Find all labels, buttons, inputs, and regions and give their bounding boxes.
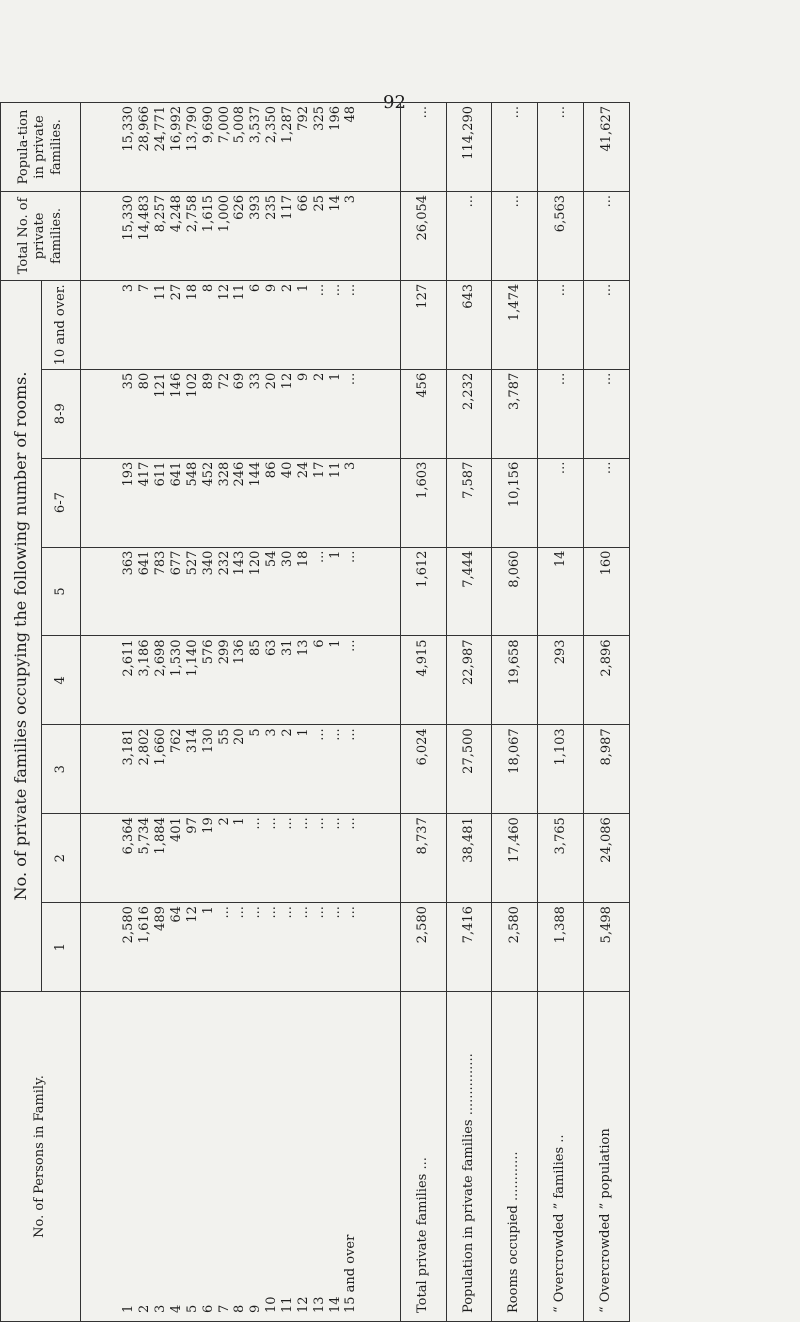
family-size-block xyxy=(81,103,401,1322)
summary-value: 2,896 xyxy=(584,636,630,725)
family-size-list: 1 2 3 4 5 6 7 8 9 10 11 12 13 14 15 and over xyxy=(81,992,401,1322)
summary-value: 41,627 xyxy=(584,103,630,192)
summary-value: 2,580 xyxy=(400,903,446,992)
rooms-2-header: 2 xyxy=(42,814,81,903)
summary-value: ... xyxy=(446,191,492,280)
summary-value: 6,024 xyxy=(400,725,446,814)
summary-value: 127 xyxy=(400,280,446,369)
summary-value: ... xyxy=(492,103,538,192)
summary-value: ... xyxy=(400,103,446,192)
rooms-1-values: 2,580 1,616 489 64 12 1 ... ... ... ... ... ... ... ... ... xyxy=(81,903,401,992)
summary-value: 1,103 xyxy=(538,725,584,814)
summary-value: 17,460 xyxy=(492,814,538,903)
group-header: No. of private families occupying the following number of rooms. xyxy=(1,280,42,991)
rooms-6-7-header: 6-7 xyxy=(42,458,81,547)
summary-label: “ Overcrowded ” families .. xyxy=(538,992,584,1322)
summary-value: 7,444 xyxy=(446,547,492,636)
summary-value: 643 xyxy=(446,280,492,369)
summary-value: 7,587 xyxy=(446,458,492,547)
summary-value: 7,416 xyxy=(446,903,492,992)
rooms-4-values: 2,611 3,186 2,698 1,530 1,140 576 299 136 85 63 31 13 6 1 ... xyxy=(81,636,401,725)
summary-row xyxy=(400,103,446,1322)
summary-value: ... xyxy=(538,458,584,547)
summary-value: ... xyxy=(492,191,538,280)
summary-value: 4,915 xyxy=(400,636,446,725)
rotated-table xyxy=(0,102,630,1322)
summary-value: 10,156 xyxy=(492,458,538,547)
summary-row xyxy=(492,103,538,1322)
summary-value: 1,474 xyxy=(492,280,538,369)
total-families-values: 15,330 14,483 8,257 4,248 2,758 1,615 1,000 626 393 235 117 66 25 14 3 xyxy=(81,191,401,280)
summary-rows xyxy=(400,103,629,1322)
summary-value: 26,054 xyxy=(400,191,446,280)
rooms-10-over-values: 3 7 11 27 18 8 12 11 6 9 2 1 ... ... ... xyxy=(81,280,401,369)
rooms-1-header: 1 xyxy=(42,903,81,992)
summary-value: 8,737 xyxy=(400,814,446,903)
summary-value: ... xyxy=(538,103,584,192)
summary-value: 2,580 xyxy=(492,903,538,992)
summary-label: Rooms occupied ............ xyxy=(492,992,538,1322)
summary-value: 24,086 xyxy=(584,814,630,903)
rooms-3-header: 3 xyxy=(42,725,81,814)
summary-value: ... xyxy=(538,280,584,369)
summary-value: 1,388 xyxy=(538,903,584,992)
summary-value: 6,563 xyxy=(538,191,584,280)
summary-value: 3,787 xyxy=(492,369,538,458)
summary-value: ... xyxy=(538,369,584,458)
summary-label: Total private families ... xyxy=(400,992,446,1322)
summary-value: 18,067 xyxy=(492,725,538,814)
rooms-2-values: 6,364 5,734 1,884 401 97 19 2 1 ... ... ... ... ... ... ... xyxy=(81,814,401,903)
size-header: No. of Persons in Family. xyxy=(1,992,81,1322)
summary-value: 2,232 xyxy=(446,369,492,458)
summary-value: 22,987 xyxy=(446,636,492,725)
rooms-3-values: 3,181 2,802 1,660 762 314 130 55 20 5 3 2 1 ... ... ... xyxy=(81,725,401,814)
summary-value: 8,987 xyxy=(584,725,630,814)
summary-value: 456 xyxy=(400,369,446,458)
summary-value: 3,765 xyxy=(538,814,584,903)
summary-value: 114,290 xyxy=(446,103,492,192)
population-header: Popula-tion in private families. xyxy=(1,103,81,192)
summary-value: 27,500 xyxy=(446,725,492,814)
summary-value: 160 xyxy=(584,547,630,636)
summary-value: 1,603 xyxy=(400,458,446,547)
private-families-table xyxy=(0,102,630,1322)
rooms-10-over-header: 10 and over. xyxy=(42,280,81,369)
summary-row xyxy=(446,103,492,1322)
rooms-6-7-values: 193 417 611 641 548 452 328 246 144 86 40 24 17 11 3 xyxy=(81,458,401,547)
summary-value: 19,658 xyxy=(492,636,538,725)
summary-label: Population in private families ............... xyxy=(446,992,492,1322)
summary-row xyxy=(538,103,584,1322)
summary-label: “ Overcrowded ” population xyxy=(584,992,630,1322)
total-families-header: Total No. of private families. xyxy=(1,191,81,280)
summary-value: 293 xyxy=(538,636,584,725)
rooms-5-values: 363 641 783 677 527 340 232 143 120 54 30 18 ... 1 ... xyxy=(81,547,401,636)
summary-row xyxy=(584,103,630,1322)
summary-value: 8,060 xyxy=(492,547,538,636)
summary-value: 1,612 xyxy=(400,547,446,636)
rooms-4-header: 4 xyxy=(42,636,81,725)
summary-value: ... xyxy=(584,458,630,547)
summary-value: ... xyxy=(584,280,630,369)
rooms-8-9-values: 35 80 121 146 102 89 72 69 33 20 12 9 2 1 ... xyxy=(81,369,401,458)
summary-value: ... xyxy=(584,369,630,458)
rooms-5-header: 5 xyxy=(42,547,81,636)
page-number: 92 xyxy=(383,92,406,113)
summary-value: 38,481 xyxy=(446,814,492,903)
summary-value: ... xyxy=(584,191,630,280)
rooms-8-9-header: 8-9 xyxy=(42,369,81,458)
summary-value: 5,498 xyxy=(584,903,630,992)
summary-value: 14 xyxy=(538,547,584,636)
population-values: 15,330 28,966 24,771 16,992 13,790 9,690 7,000 5,008 3,537 2,350 1,287 792 325 196 48 xyxy=(81,103,401,192)
